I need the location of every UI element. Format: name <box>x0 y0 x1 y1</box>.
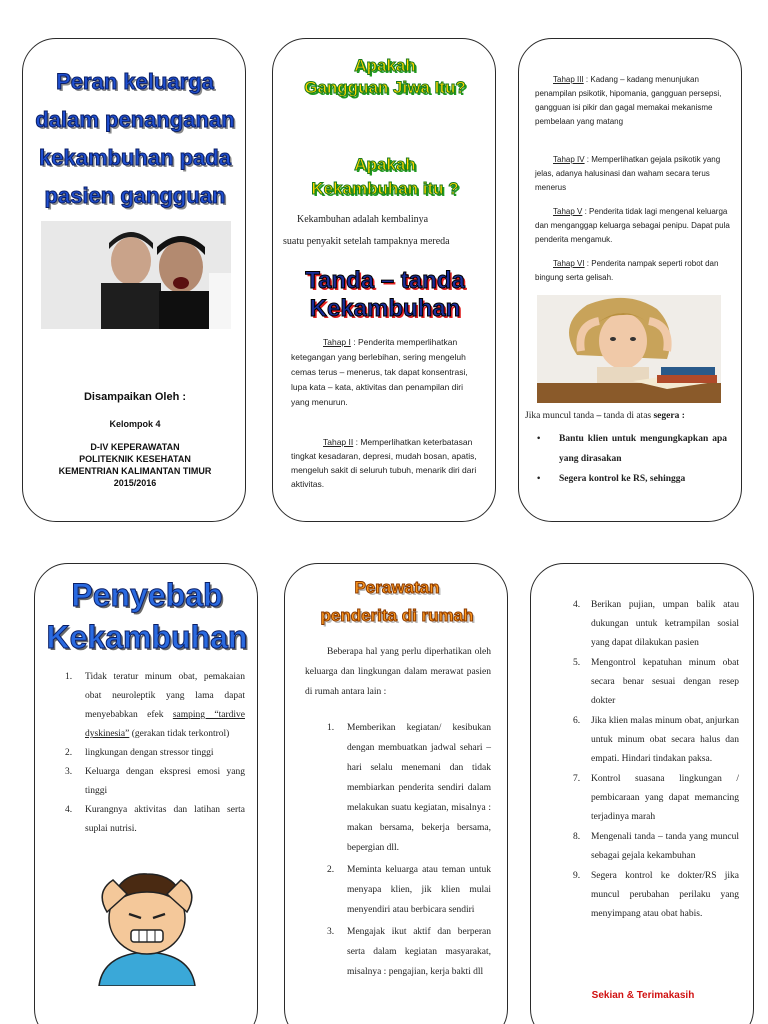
panel-home-care-continued <box>530 563 754 1024</box>
cause-number: 1. <box>65 672 73 682</box>
stage-1 <box>291 335 477 410</box>
care-number: 2. <box>327 865 335 875</box>
care-item <box>573 712 739 769</box>
signs-title-line: Kekambuhan <box>309 295 461 322</box>
stage-3-text: : Kadang – kadang menunjukan penampilan psikotik, hipomania, gangguan persepsi, gangguan isi pikir dan gagal memakai mekanisme pembelaan yang matang <box>535 75 722 126</box>
stage-6 <box>535 257 731 285</box>
institution-line: D-IV KEPERAWATAN <box>90 442 180 452</box>
question-mental-disorder <box>273 55 496 99</box>
institution-line: 2015/2016 <box>113 478 157 488</box>
stage-2 <box>291 435 477 491</box>
cover-photo <box>41 221 231 329</box>
cause-item <box>65 763 245 801</box>
question-line: Apakah <box>354 56 416 75</box>
panel-stages <box>518 38 742 522</box>
stage-3 <box>535 73 731 129</box>
stage-4-text: : Memperlihatkan gejala psikotik yang jelas, adanya halusinasi dan waham secara terus menerus <box>535 155 721 192</box>
care-text: Jika klien malas minum obat, anjurkan untuk minum obat secara halus dan empati. Hindari tindakan paksa. <box>591 716 739 764</box>
signs-intro-dash: – <box>596 411 602 421</box>
bullet-text: Segera kontrol ke RS, sehingga <box>559 474 686 484</box>
stage-6-label: Tahap VI <box>553 259 585 268</box>
causes-title-line: Penyebab <box>71 577 223 613</box>
institution-line: POLITEKNIK KESEHATAN <box>79 454 191 464</box>
cause-item <box>65 668 245 744</box>
relapse-definition <box>283 209 489 253</box>
stage-3-label: Tahap III <box>553 75 584 84</box>
care-item <box>327 860 491 920</box>
home-care-title <box>285 574 508 630</box>
bullet-dot: • <box>537 434 541 444</box>
question-line: Gangguan Jiwa Itu? <box>304 78 466 97</box>
cause-text: Keluarga dengan ekspresi emosi yang tinggi <box>85 767 245 796</box>
stage-2-text: : Memperlihatkan keterbatasan tingkat kesadaran, depresi, mudah bosan, apatis, mengeluh sakit di seluruh tubuh, menarik diri dari aktivitas. <box>291 437 477 489</box>
panel-cover <box>22 38 246 522</box>
home-care-title-line: Perawatan <box>354 578 440 597</box>
care-item <box>573 654 739 711</box>
stage-5 <box>535 205 731 247</box>
care-item <box>573 867 739 924</box>
frustrated-boy-cartoon <box>77 862 217 986</box>
question-relapse <box>273 153 496 201</box>
care-text: Meminta keluarga atau teman untuk menyapa klien, jik klien mulai menyendiri atau berbicara sendiri <box>347 865 491 915</box>
care-text: Memberikan kegiatan/ kesibukan dengan membuatkan jadwal sehari – hari selalu menemani dan tidak membiarkan penderita sendiri dalam melakukan suatu kegiatan, misalnya : makan bersama, bekerja bersama, bepergian dll. <box>347 723 491 853</box>
cause-text <box>85 668 245 744</box>
care-item <box>573 596 739 653</box>
cover-title-line: kekambuhan pada <box>39 145 231 170</box>
group-name: Kelompok 4 <box>109 419 161 429</box>
care-text: Kontrol suasana lingkungan / pembicaraan yang dapat memancing terjadinya marah <box>591 774 739 822</box>
stage-1-text: : Penderita memperlihatkan ketegangan yang berlebihan, sering mengeluh cemas terus – menerus, tak dapat konsentrasi, lupa kata – kata, aktivitas dan penampilan diri yang menurun. <box>291 337 468 407</box>
stage-4 <box>535 153 731 195</box>
care-number: 7. <box>573 774 581 784</box>
action-bullets <box>537 429 727 489</box>
signs-intro <box>525 411 739 421</box>
presented-by: Disampaikan Oleh : <box>83 391 187 403</box>
care-number: 5. <box>573 658 581 668</box>
care-number: 8. <box>573 832 581 842</box>
bullet-item <box>537 469 727 489</box>
signs-intro-a: Jika muncul tanda <box>525 411 597 421</box>
signs-intro-bold: segera : <box>653 411 685 421</box>
cover-title-line: Peran keluarga <box>56 69 214 94</box>
care-item <box>327 718 491 858</box>
care-number: 6. <box>573 716 581 726</box>
cause-text-a: Tidak teratur minum obat, pemakaian obat neuroleptik yang lama dapat menyebabkan efek <box>85 672 245 720</box>
care-item <box>327 922 491 982</box>
care-number: 9. <box>573 871 581 881</box>
home-care-list-continued <box>573 596 739 924</box>
care-text: Berikan pujian, umpan balik atau dukungan untuk ketrampilan sosial yang dapat dilakukan pasien <box>591 600 739 648</box>
institution-line: KEMENTRIAN KALIMANTAN TIMUR <box>58 466 212 476</box>
stage-5-label: Tahap V <box>553 207 583 216</box>
definition-line: Kekambuhan adalah kembalinya <box>297 214 429 225</box>
cause-number: 3. <box>65 767 73 777</box>
stage-6-text: : Penderita nampak seperti robot dan bingung serta gelisah. <box>535 259 719 282</box>
two-faces-photo <box>41 221 231 329</box>
care-text: Mengenali tanda – tanda yang muncul sebagai gejala kekambuhan <box>591 832 739 861</box>
panel-home-care <box>284 563 508 1024</box>
care-number: 3. <box>327 927 335 937</box>
causes-title-line: Kekambuhan <box>46 619 248 655</box>
institution <box>23 441 246 489</box>
cause-text-c: (gerakan tidak terkontrol) <box>129 729 230 739</box>
stressed-boy-illustration <box>77 862 217 986</box>
stage-2-label: Tahap II <box>323 437 354 447</box>
stressed-student-photo <box>537 295 721 403</box>
care-text: Segera kontrol ke dokter/RS jika muncul perubahan perilaku yang menyimpang atau obat habis. <box>591 871 739 919</box>
cause-text: lingkungan dengan stressor tinggi <box>85 748 214 758</box>
panel-causes <box>34 563 258 1024</box>
care-text: Mengontrol kepatuhan minum obat secara benar sesuai dengan resep dokter <box>591 658 739 706</box>
care-text: Mengajak ikut aktif dan berperan serta dalam kegiatan masyarakat, misalnya : pengajian, kerja bakti dll <box>347 927 491 977</box>
cause-item <box>65 744 245 763</box>
care-number: 4. <box>573 600 581 610</box>
cause-text: Kurangnya aktivitas dan latihan serta suplai nutrisi. <box>85 805 245 834</box>
question-line: Apakah <box>354 155 416 174</box>
care-item <box>573 828 739 866</box>
stage-4-label: Tahap IV <box>553 155 585 164</box>
closing-message: Sekian & Terimakasih <box>591 990 695 1001</box>
causes-list <box>65 668 245 839</box>
bullet-item <box>537 429 727 469</box>
panel-definitions <box>272 38 496 522</box>
signs-intro-b: tanda di atas <box>601 411 654 421</box>
home-care-title-line: penderita di rumah <box>320 606 474 625</box>
student-with-books-image <box>537 295 721 403</box>
home-care-intro <box>305 642 491 702</box>
cover-title-line: dalam penanganan <box>35 107 235 132</box>
care-number: 1. <box>327 723 335 733</box>
signs-title <box>273 267 496 323</box>
causes-title <box>35 574 258 658</box>
care-item <box>573 770 739 827</box>
home-care-intro-text: Beberapa hal yang perlu diperhatikan oleh keluarga dan lingkungan dalam merawat pasien di rumah antara lain : <box>305 647 491 697</box>
signs-title-line: Tanda – tanda <box>305 267 465 294</box>
bullet-text: Bantu klien untuk mengungkapkan apa yang dirasakan <box>559 434 727 464</box>
cause-text-b: samping “tardive dyskinesia” <box>85 710 245 739</box>
definition-line: suatu penyakit setelah tampaknya mereda <box>283 236 450 247</box>
home-care-list <box>327 718 491 982</box>
bullet-dot: • <box>537 474 541 484</box>
stage-5-text: : Penderita tidak lagi mengenal keluarga dan menganggap keluarga sebagai penipu. Dapat pula penderita mengamuk. <box>535 207 730 244</box>
stage-1-label: Tahap I <box>323 337 351 347</box>
question-line: Kekambuhan itu ? <box>311 179 459 198</box>
cover-title-line: pasien gangguan <box>44 183 226 208</box>
cause-item <box>65 801 245 839</box>
cause-number: 2. <box>65 748 73 758</box>
cause-number: 4. <box>65 805 73 815</box>
